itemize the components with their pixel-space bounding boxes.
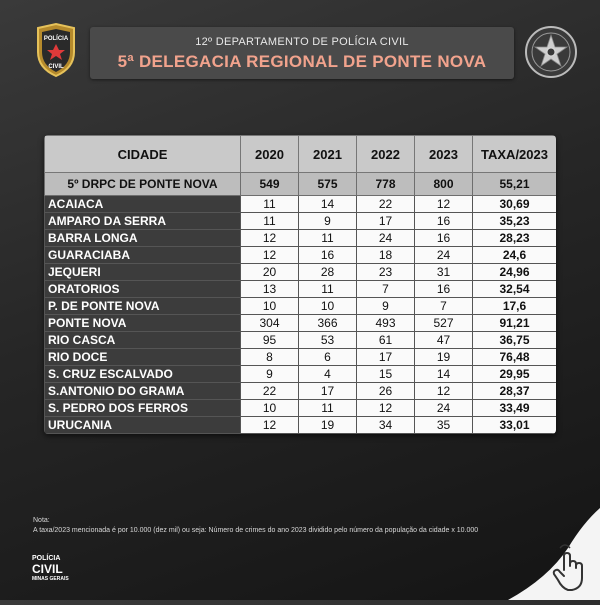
cell-2023: 24 [415,400,473,417]
cell-rate: 29,95 [473,366,557,383]
table-row [45,332,557,349]
city-name: ACAIACA [45,196,241,213]
cell-2020: 95 [241,332,299,349]
cell-2023: 7 [415,298,473,315]
cell-2022: 18 [357,247,415,264]
column-header-2020: 2020 [241,136,299,173]
cell-2022: 9 [357,298,415,315]
cell-rate: 33,01 [473,417,557,434]
cell-rate: 30,69 [473,196,557,213]
cell-2020: 9 [241,366,299,383]
city-name: RIO CASCA [45,332,241,349]
cell-2023: 14 [415,366,473,383]
cell-2021: 16 [299,247,357,264]
total-name: 5º DRPC DE PONTE NOVA [45,173,241,196]
cell-2021: 53 [299,332,357,349]
cell-2022: 61 [357,332,415,349]
cell-2021: 28 [299,264,357,281]
city-name: BARRA LONGA [45,230,241,247]
cell-rate: 36,75 [473,332,557,349]
city-name: JEQUERI [45,264,241,281]
badge-text-bottom: CIVIL [48,64,64,70]
cell-2020: 10 [241,400,299,417]
table-row [45,281,557,298]
total-2021: 575 [299,173,357,196]
cell-2023: 527 [415,315,473,332]
cell-2023: 31 [415,264,473,281]
table-row [45,298,557,315]
cell-2022: 24 [357,230,415,247]
city-name: URUCANIA [45,417,241,434]
cell-2021: 19 [299,417,357,434]
cell-2022: 22 [357,196,415,213]
city-name: P. DE PONTE NOVA [45,298,241,315]
cell-2021: 4 [299,366,357,383]
cell-2021: 9 [299,213,357,230]
total-2023: 800 [415,173,473,196]
cell-2023: 16 [415,213,473,230]
city-name: S. PEDRO DOS FERROS [45,400,241,417]
cell-2020: 12 [241,230,299,247]
cell-rate: 17,6 [473,298,557,315]
cell-2021: 11 [299,230,357,247]
cell-rate: 91,21 [473,315,557,332]
column-header-2022: 2022 [357,136,415,173]
cell-2020: 12 [241,247,299,264]
column-header-rate: TAXA/2023 [473,136,557,173]
cell-rate: 24,6 [473,247,557,264]
total-2022: 778 [357,173,415,196]
footnote-label: Nota: [33,517,50,524]
cell-2021: 6 [299,349,357,366]
column-header-2023: 2023 [415,136,473,173]
cell-2021: 11 [299,281,357,298]
cell-rate: 35,23 [473,213,557,230]
city-name: GUARACIABA [45,247,241,264]
footer-logo-line1: POLÍCIA [32,555,61,562]
police-badge-icon [34,22,78,78]
cell-2021: 11 [299,400,357,417]
column-header-2021: 2021 [299,136,357,173]
table-row [45,315,557,332]
cell-2020: 22 [241,383,299,400]
cell-2023: 35 [415,417,473,434]
cell-2020: 20 [241,264,299,281]
cell-2022: 23 [357,264,415,281]
table-total-row [45,173,557,196]
cell-2022: 26 [357,383,415,400]
military-seal-icon [524,25,578,79]
cell-2020: 8 [241,349,299,366]
total-2020: 549 [241,173,299,196]
cell-2022: 34 [357,417,415,434]
cell-rate: 28,37 [473,383,557,400]
cell-2022: 12 [357,400,415,417]
city-name: S. CRUZ ESCALVADO [45,366,241,383]
table-row [45,264,557,281]
cell-rate: 24,96 [473,264,557,281]
table-row [45,383,557,400]
cell-2023: 19 [415,349,473,366]
column-header-city: CIDADE [45,136,241,173]
city-name: S.ANTONIO DO GRAMA [45,383,241,400]
cell-2021: 366 [299,315,357,332]
table-row [45,417,557,434]
cell-2022: 17 [357,213,415,230]
footnote-text: A taxa/2023 mencionada é por 10.000 (dez mil) ou seja: Número de crimes do ano 2023 dividido pelo número da população da cidade x 10.000 [33,527,479,534]
footnote [33,516,478,536]
cell-2020: 11 [241,196,299,213]
table-row [45,400,557,417]
cell-rate: 76,48 [473,349,557,366]
cell-2022: 7 [357,281,415,298]
cell-2023: 47 [415,332,473,349]
table-header-row [45,136,557,173]
table-row [45,366,557,383]
cell-2021: 10 [299,298,357,315]
city-name: ORATORIOS [45,281,241,298]
cell-2020: 12 [241,417,299,434]
cell-2021: 17 [299,383,357,400]
cell-2020: 304 [241,315,299,332]
cell-2022: 493 [357,315,415,332]
badge-text-top: POLÍCIA [43,36,69,42]
swipe-hand-icon[interactable] [508,508,600,600]
cell-2023: 16 [415,230,473,247]
header-title: 5ª DELEGACIA REGIONAL DE PONTE NOVA [117,52,487,71]
header-banner [90,27,514,79]
cell-2020: 10 [241,298,299,315]
city-name: RIO DOCE [45,349,241,366]
header-subtitle: 12º DEPARTAMENTO DE POLÍCIA CIVIL [195,36,409,48]
table-row [45,213,557,230]
cell-2022: 15 [357,366,415,383]
crime-rate-table [44,135,556,434]
table-row [45,247,557,264]
cell-2023: 16 [415,281,473,298]
cell-2023: 12 [415,383,473,400]
footer-logo-line3: MINAS GERAIS [32,576,69,582]
cell-2023: 24 [415,247,473,264]
cell-2020: 13 [241,281,299,298]
cell-2020: 11 [241,213,299,230]
cell-rate: 32,54 [473,281,557,298]
table-row [45,230,557,247]
cell-2023: 12 [415,196,473,213]
table-row [45,349,557,366]
cell-rate: 33,49 [473,400,557,417]
total-rate: 55,21 [473,173,557,196]
cell-2022: 17 [357,349,415,366]
cell-2021: 14 [299,196,357,213]
table-row [45,196,557,213]
footer-logo [32,554,69,584]
cell-rate: 28,23 [473,230,557,247]
city-name: PONTE NOVA [45,315,241,332]
city-name: AMPARO DA SERRA [45,213,241,230]
footer-logo-line2: CIVIL [32,562,63,576]
